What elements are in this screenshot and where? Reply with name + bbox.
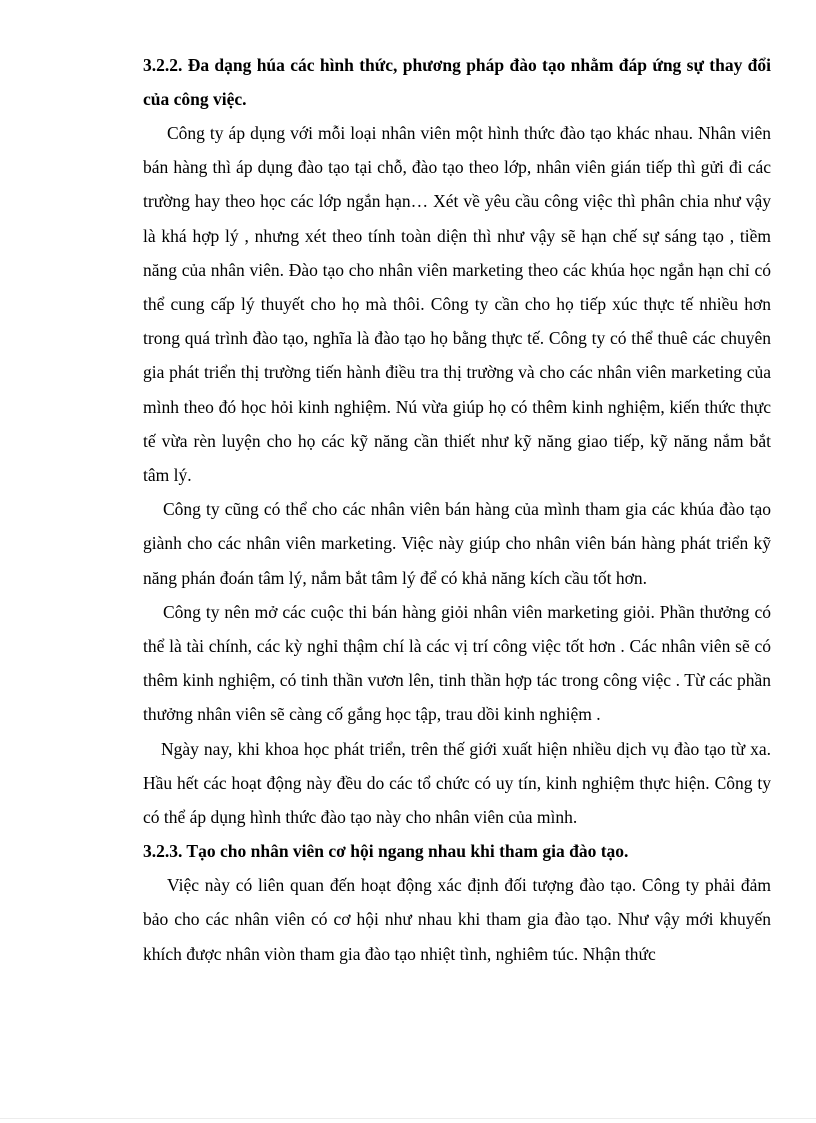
section-heading-3-2-2: 3.2.2. Đa dạng húa các hình thức, phương pháp đào tạo nhằm đáp ứng sự thay đổi của công việc.	[143, 55, 771, 109]
paragraph-equal-opportunity: Việc này có liên quan đến hoạt động xác định đối tượng đào tạo. Công ty phải đảm bảo cho các nhân viên có cơ hội như nhau khi tham gia đào tạo. Như vậy mới khuyến khích được nhân viòn tham gia đào tạo nhiệt tình, nghiêm túc. Nhận thức	[143, 875, 771, 964]
document-body	[143, 48, 771, 971]
paragraph-sales-staff-courses: Công ty cũng có thể cho các nhân viên bán hàng của mình tham gia các khúa đào tạo giành cho các nhân viên marketing. Việc này giúp cho nhân viên bán hàng phát triển kỹ năng phán đoán tâm lý, nắm bắt tâm lý để có khả năng kích cầu tốt hơn.	[143, 499, 771, 588]
paragraph-distance-learning: Ngày nay, khi khoa học phát triển, trên thế giới xuất hiện nhiều dịch vụ đào tạo từ xa. Hầu hết các hoạt động này đều do các tổ chức có uy tín, kinh nghiệm thực hiện. Công ty có thể áp dụng hình thức đào tạo này cho nhân viên của mình.	[143, 738, 771, 828]
section-heading-3-2-3: 3.2.3. Tạo cho nhân viên cơ hội ngang nhau khi tham gia đào tạo.	[143, 841, 629, 862]
page-bottom-divider	[0, 1118, 816, 1119]
paragraph-sales-contests: Công ty nên mở các cuộc thi bán hàng giỏi nhân viên marketing giỏi. Phần thưởng có thể là tài chính, các kỳ nghỉ thậm chí là các vị trí công việc tốt hơn . Các nhân viên sẽ có thêm kinh nghiệm, có tinh thần vươn lên, tinh thần hợp tác trong công việc . Từ các phần thưởng nhân viên sẽ càng cố gắng học tập, trau dồi kinh nghiệm .	[143, 601, 771, 725]
paragraph-training-forms: Công ty áp dụng với mỗi loại nhân viên một hình thức đào tạo khác nhau. Nhân viên bán hàng thì áp dụng đào tạo tại chỗ, đào tạo theo lớp, nhân viên gián tiếp thì gửi đi các trường hay theo học các lớp ngắn hạn… Xét về yêu cầu công việc thì phân chia như vậy là khá hợp lý , nhưng xét theo tính toàn diện thì như vậy sẽ hạn chế sự sáng tạo , tiềm năng của nhân viên. Đào tạo cho nhân viên marketing theo các khúa học ngắn hạn chỉ có thể cung cấp lý thuyết cho họ mà thôi. Công ty cần cho họ tiếp xúc thực tế nhiều hơn trong quá trình đào tạo, nghĩa là đào tạo họ bằng thực tế. Công ty có thể thuê các chuyên gia phát triển thị trường tiến hành điều tra thị trường và cho các nhân viên marketing của mình theo đó học hỏi kinh nghiệm. Nú vừa giúp họ có thêm kinh nghiệm, kiến thức thực tế vừa rèn luyện cho họ các kỹ năng cần thiết như kỹ năng giao tiếp, kỹ năng nắm bắt tâm lý.	[143, 123, 771, 486]
